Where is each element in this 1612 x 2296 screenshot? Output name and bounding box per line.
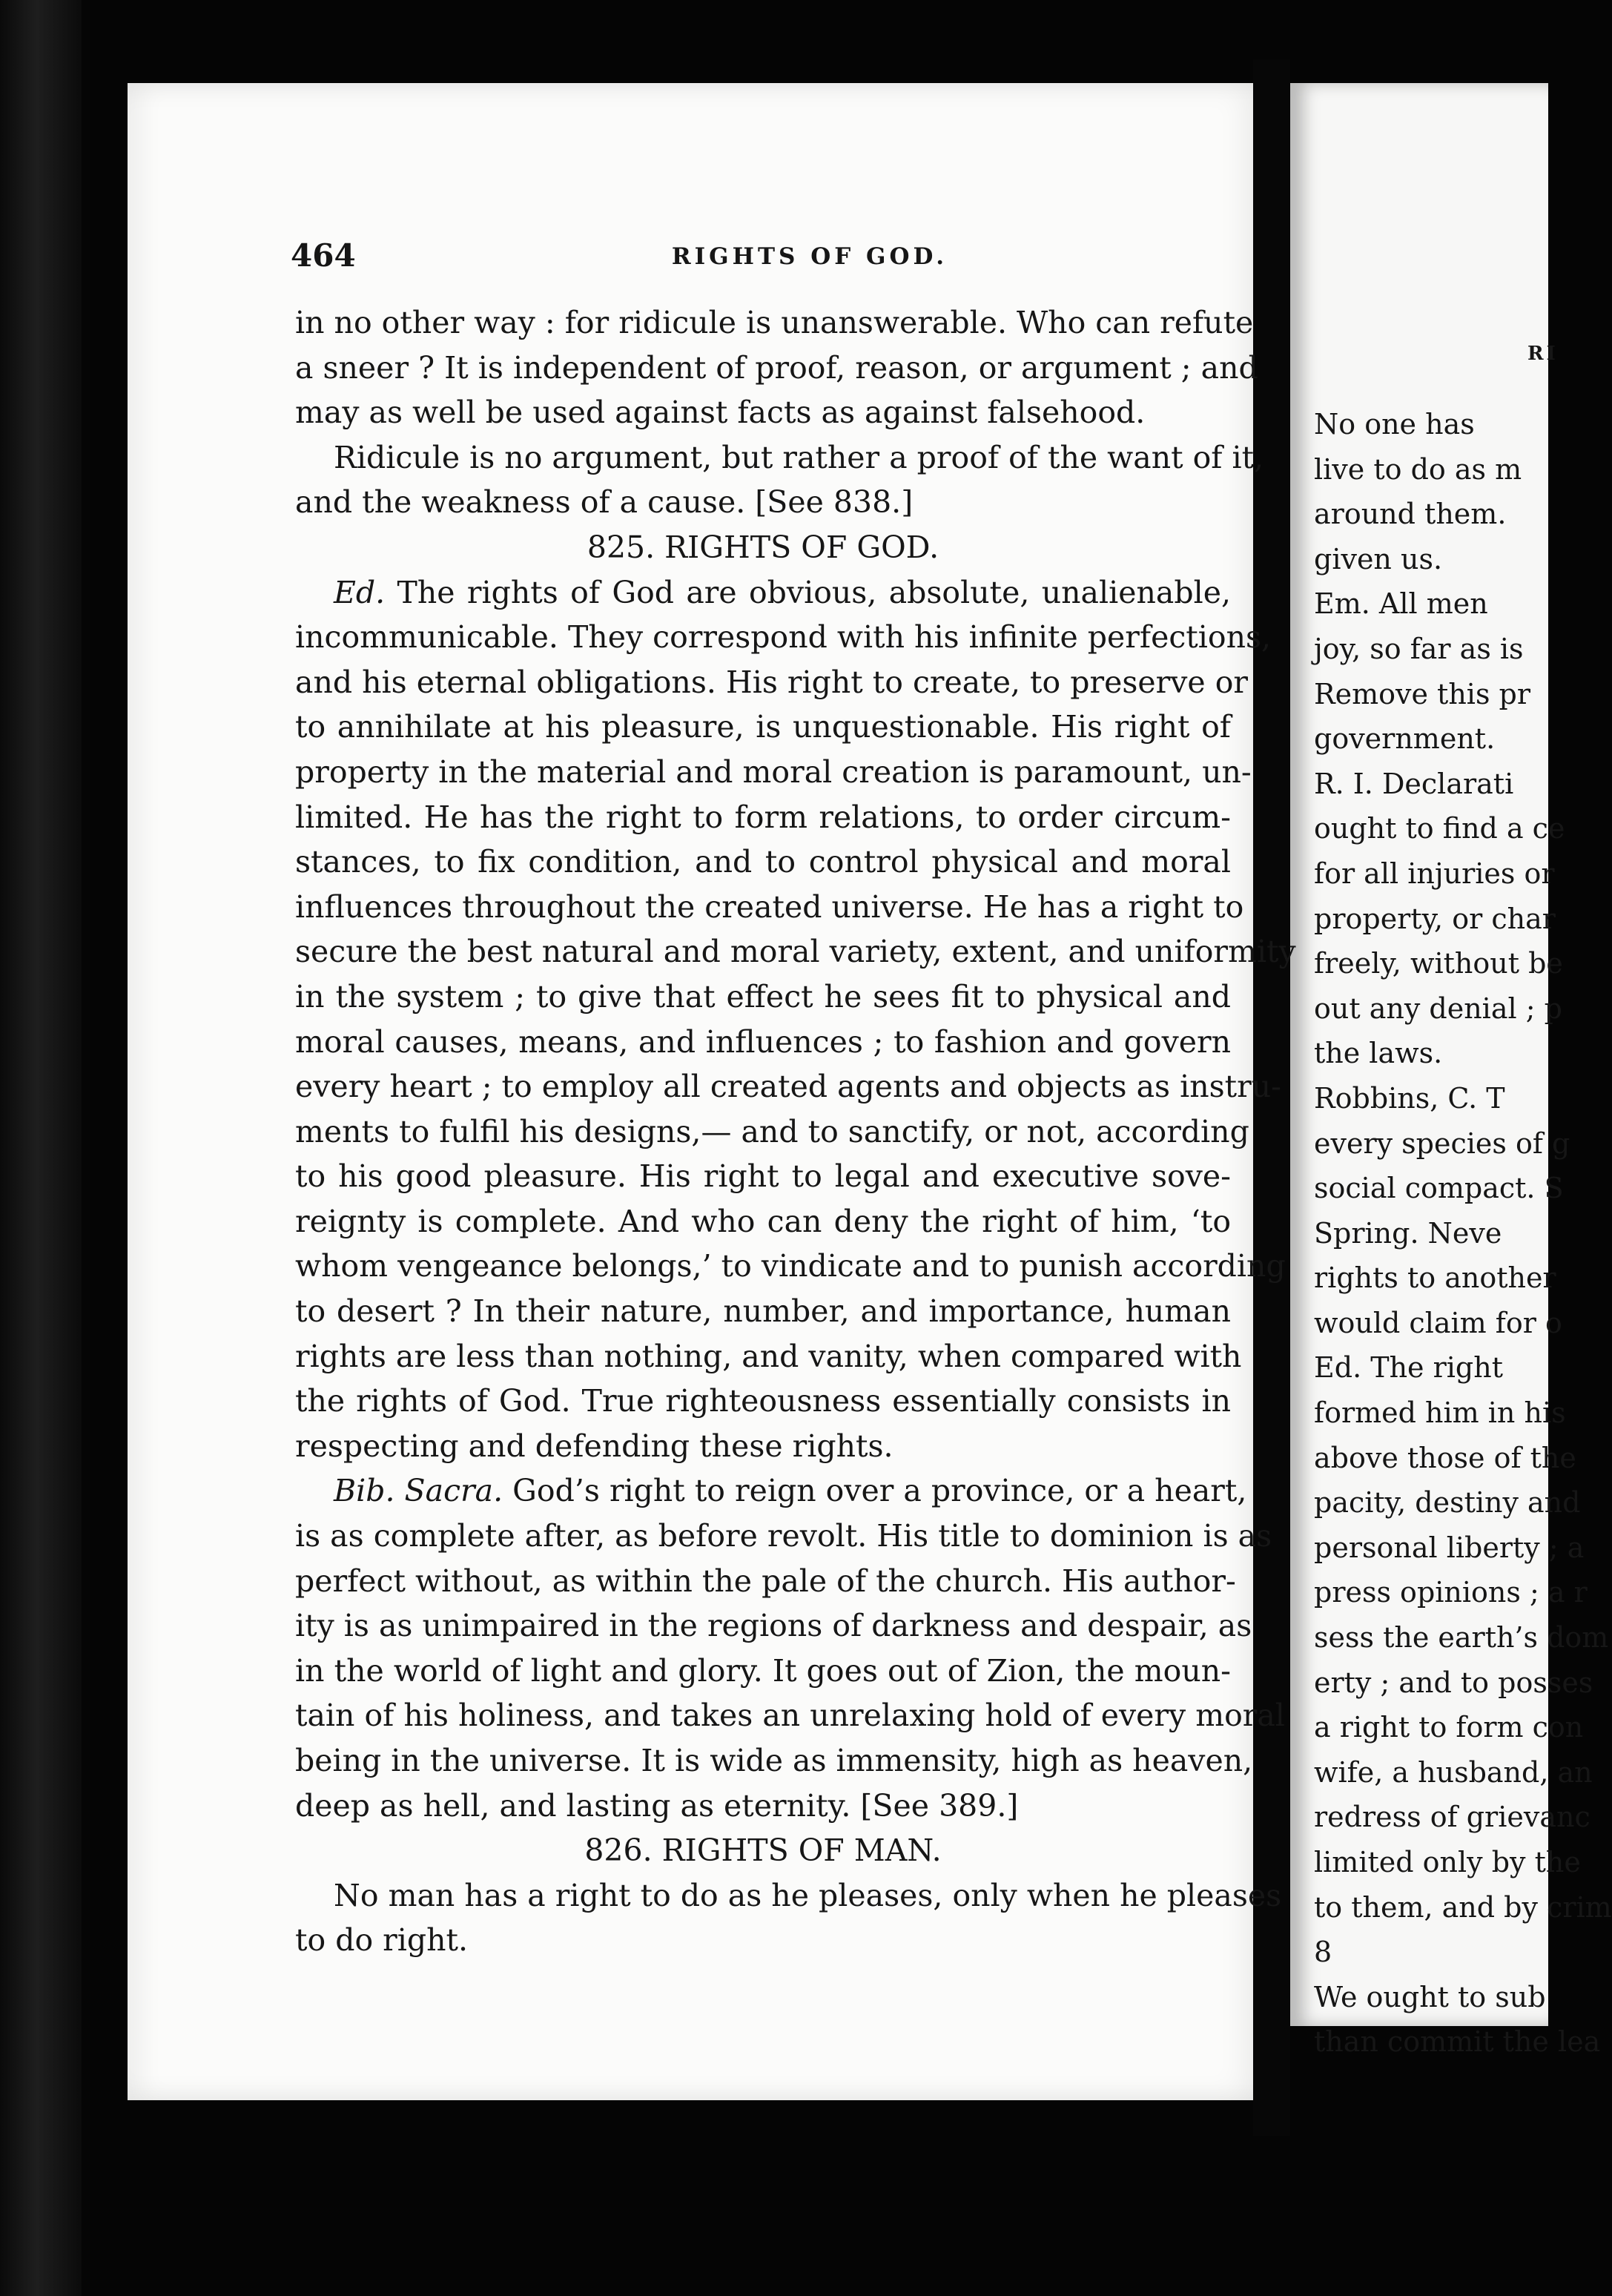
right-text-line: sess the earth’s dom (1314, 1621, 1609, 1655)
line-text: in no other way : for ridicule is unanswerable. Who can refute (295, 305, 1254, 340)
right-text-line: We ought to sub (1314, 1980, 1546, 2013)
text-line (295, 1424, 1231, 1469)
line-text: is as complete after, as before revolt. His title to dominion is as (295, 1518, 1272, 1554)
line-text: The rights of God are obvious, absolute, unalienable, (385, 574, 1231, 610)
text-line (295, 346, 1258, 391)
line-text: to do right. (295, 1922, 469, 1959)
right-text-line: Remove this pr (1314, 677, 1531, 710)
right-running-head: RI (1527, 343, 1559, 365)
right-text-line: rights to another (1314, 1261, 1556, 1295)
text-line (295, 1020, 1231, 1065)
right-text-line: live to do as m (1314, 452, 1522, 486)
line-text: and his eternal obligations. His right to create, to preserve or (295, 664, 1248, 700)
line-text: respecting and defending these rights. (295, 1428, 893, 1464)
line-text: deep as hell, and lasting as eternity. [See 389.] (295, 1787, 1019, 1824)
right-text-line: than commit the lea (1314, 2025, 1601, 2059)
line-text: the rights of God. True righteousness essentially consists in (295, 1383, 1231, 1419)
speaker-name: Bib. Sacra. (334, 1473, 503, 1509)
line-text: to his good pleasure. His right to legal and executive sove- (295, 1158, 1231, 1195)
line-text: to annihilate at his pleasure, is unquestionable. His right of (295, 709, 1231, 745)
line-text: incommunicable. They correspond with his infinite perfections, (295, 619, 1272, 656)
speaker-name: Ed. (334, 574, 386, 610)
line-text: 825. RIGHTS OF GOD. (587, 529, 939, 565)
right-text-line: above those of the (1314, 1441, 1576, 1474)
running-head-title: RIGHTS OF GOD. (671, 243, 948, 270)
text-line (295, 1199, 1231, 1244)
text-line (295, 1738, 1253, 1784)
right-text-line: 8 (1314, 1936, 1332, 1969)
right-text-line: every species of g (1314, 1126, 1570, 1160)
line-text: moral causes, means, and influences ; to fashion and govern (295, 1023, 1231, 1060)
right-text-line: R. I. Declarati (1314, 767, 1514, 800)
section-heading (295, 1828, 1231, 1873)
text-line (295, 1514, 1272, 1559)
line-text: whom vengeance belongs,’ to vindicate and to punish according (295, 1248, 1286, 1284)
text-line (295, 1873, 1282, 1919)
right-text-line: a right to form con (1314, 1711, 1584, 1744)
text-line (295, 1244, 1286, 1289)
line-text: ments to fulfil his designs,— and to sanctify, or not, according (295, 1113, 1249, 1149)
text-line (295, 1784, 1231, 1829)
right-text-line: around them. (1314, 498, 1507, 531)
text-line (295, 1334, 1242, 1379)
text-line (295, 795, 1231, 840)
right-text-line: Em. All men (1314, 587, 1488, 621)
text-line (295, 435, 1264, 481)
text-line (295, 1289, 1231, 1334)
text-line (295, 974, 1231, 1020)
right-text-line: government. (1314, 722, 1496, 756)
text-line (295, 929, 1296, 974)
right-text-line: No one has (1314, 408, 1475, 441)
right-text-line: to them, and by crim (1314, 1890, 1612, 1924)
right-page-text (1314, 402, 1611, 2065)
scan-background-left (0, 0, 82, 2296)
right-text-line: Spring. Neve (1314, 1216, 1502, 1250)
line-text: perfect without, as within the pale of the church. His author- (295, 1563, 1236, 1599)
right-text-line: pacity, destiny and (1314, 1486, 1581, 1520)
line-text: in the system ; to give that effect he sees fit to physical and (295, 978, 1231, 1015)
text-line (295, 660, 1248, 705)
line-text: 826. RIGHTS OF MAN. (584, 1832, 942, 1869)
line-text: every heart ; to employ all created agents and objects as instru- (295, 1069, 1281, 1105)
line-text: rights are less than nothing, and vanity, when compared with (295, 1338, 1242, 1374)
line-text: in the world of light and glory. It goes out of Zion, the moun- (295, 1652, 1231, 1689)
right-text-line: out any denial ; p (1314, 992, 1562, 1025)
line-text: may as well be used against facts as against falsehood. (295, 395, 1146, 431)
right-text-line: the laws. (1314, 1037, 1443, 1070)
left-page-body (295, 300, 1296, 1963)
right-text-line: erty ; and to posses (1314, 1666, 1593, 1699)
text-line (295, 705, 1231, 750)
right-text-line: social compact. S (1314, 1172, 1564, 1205)
line-text: property in the material and moral creation is paramount, un- (295, 753, 1252, 790)
line-text: reignty is complete. And who can deny the right of him, ‘to (295, 1203, 1231, 1239)
right-text-line: would claim for o (1314, 1306, 1562, 1339)
text-line (295, 750, 1252, 795)
text-line (295, 615, 1272, 660)
line-text: stances, to fix condition, and to control physical and moral (295, 844, 1231, 880)
right-page (1290, 83, 1612, 2059)
text-line (295, 1693, 1285, 1738)
text-line (295, 570, 1231, 616)
text-line (295, 1603, 1252, 1649)
right-text-line: freely, without be (1314, 947, 1563, 980)
line-text: God’s right to reign over a province, or a heart, (503, 1473, 1247, 1509)
text-line (295, 300, 1254, 346)
line-text: secure the best natural and moral variety, extent, and uniformity (295, 934, 1296, 970)
line-text: influences throughout the created universe. He has a right to (295, 888, 1244, 925)
text-line (295, 1154, 1231, 1199)
text-line (295, 1109, 1249, 1155)
line-text: a sneer ? It is independent of proof, reason, or argument ; and (295, 349, 1258, 386)
line-text: No man has a right to do as he pleases, only when he pleases (334, 1877, 1282, 1913)
text-line (295, 390, 1231, 435)
right-text-line: redress of grievanc (1314, 1801, 1590, 1834)
right-text-line: Ed. The right (1314, 1351, 1503, 1385)
right-text-line: formed him in his (1314, 1396, 1566, 1430)
text-line (295, 1064, 1281, 1109)
text-line (295, 1468, 1247, 1514)
page-number: 464 (291, 237, 356, 274)
right-text-line: given us. (1314, 542, 1443, 575)
line-text: and the weakness of a cause. [See 838.] (295, 484, 914, 521)
text-line (295, 1649, 1231, 1694)
right-text-line: Robbins, C. T (1314, 1081, 1505, 1115)
line-text: limited. He has the right to form relations, to order circum- (295, 799, 1231, 835)
right-text-line: ought to find a ce (1314, 812, 1565, 845)
line-text: to desert ? In their nature, number, and importance, human (295, 1293, 1231, 1330)
right-text-line: for all injuries or (1314, 857, 1555, 890)
line-text: being in the universe. It is wide as immensity, high as heaven, (295, 1743, 1253, 1778)
right-text-line: press opinions ; a r (1314, 1576, 1588, 1609)
line-text: tain of his holiness, and takes an unrelaxing hold of every moral (295, 1698, 1285, 1734)
text-line (295, 480, 1231, 525)
text-line (295, 1379, 1231, 1424)
text-line (295, 1559, 1236, 1604)
text-line (295, 1918, 1231, 1963)
text-line (295, 885, 1244, 930)
running-head (291, 230, 1232, 282)
section-heading (295, 525, 1231, 570)
right-text-line: personal liberty ; a (1314, 1531, 1585, 1564)
right-text-line: joy, so far as is (1314, 632, 1524, 665)
text-line (295, 839, 1231, 885)
right-text-line: wife, a husband, an (1314, 1755, 1593, 1789)
right-text-line: limited only by the (1314, 1846, 1581, 1878)
line-text: ity is as unimpaired in the regions of darkness and despair, as (295, 1608, 1252, 1644)
line-text: Ridicule is no argument, but rather a proof of the want of it, (334, 439, 1264, 475)
right-text-line: property, or char (1314, 902, 1556, 935)
